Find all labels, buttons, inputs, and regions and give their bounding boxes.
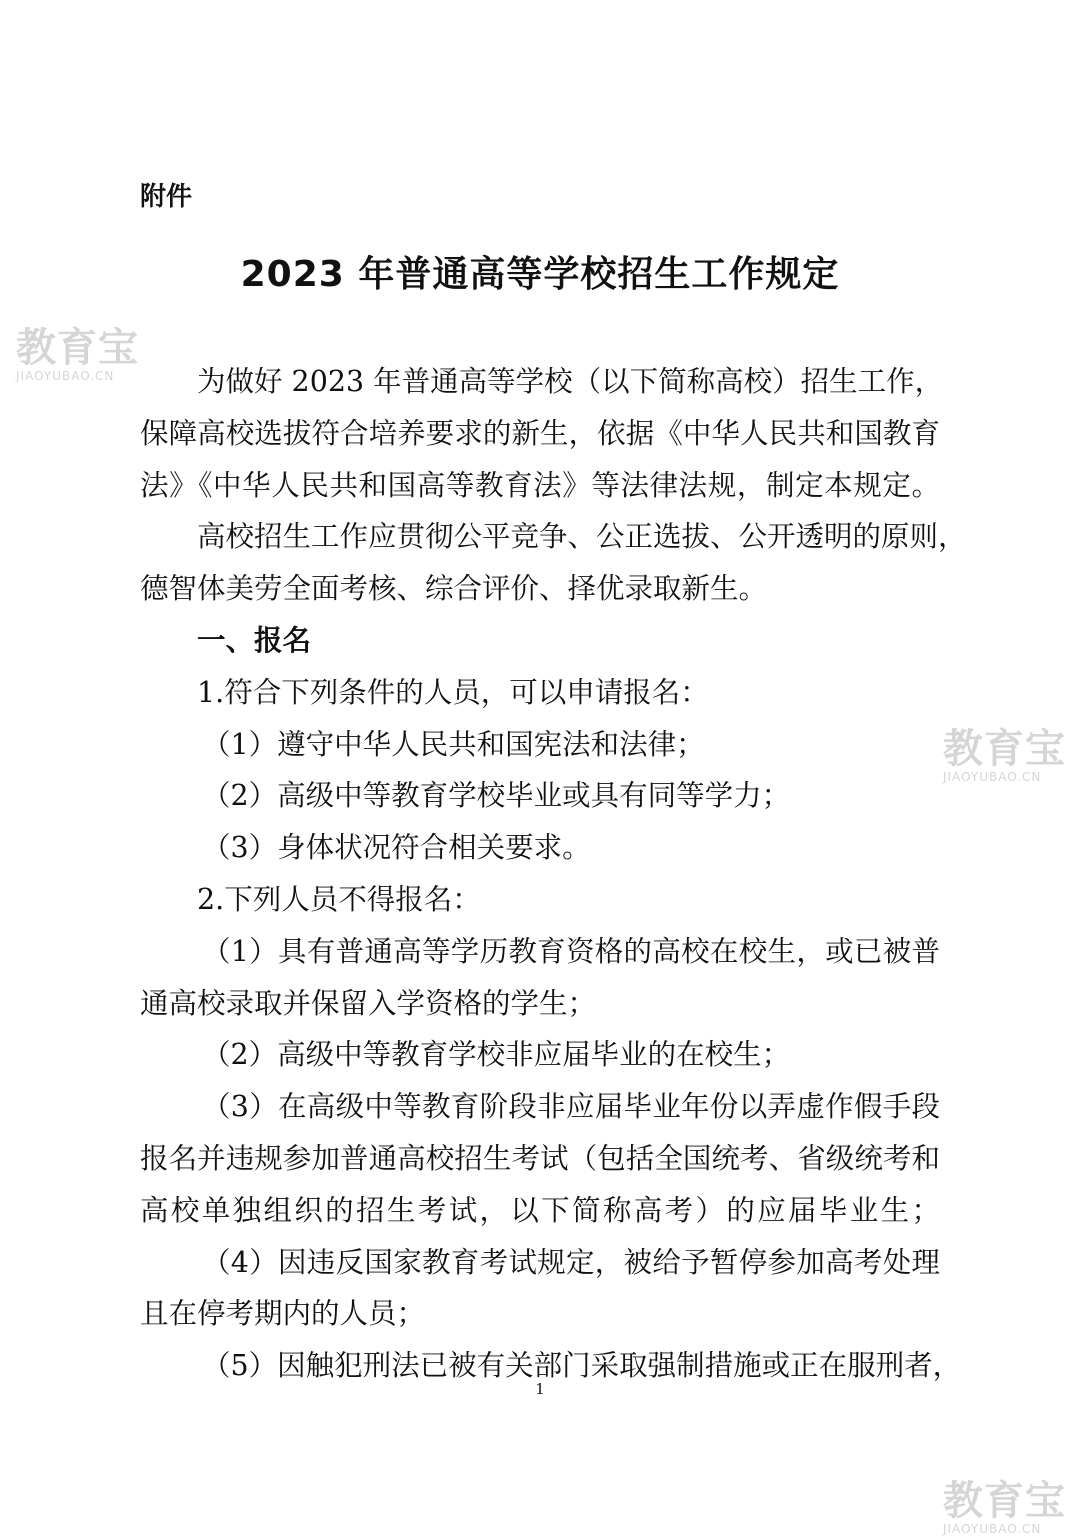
paragraph-line: 高校单独组织的招生考试，以下简称高考）的应届毕业生； xyxy=(140,1193,940,1227)
paragraph-line: 德智体美劳全面考核、综合评价、择优录取新生。 xyxy=(140,572,768,606)
watermark-cn: 教育宝 xyxy=(16,325,139,371)
watermark-url: JIAOYUBAO.CN xyxy=(943,770,1042,784)
watermark-mid-right xyxy=(943,726,1066,784)
list-item: （2）高级中等教育学校非应届毕业的在校生； xyxy=(202,1038,791,1072)
paragraph-line: 1.符合下列条件的人员，可以申请报名： xyxy=(197,675,709,709)
watermark-cn: 教育宝 xyxy=(943,726,1066,772)
list-item: （3）在高级中等教育阶段非应届毕业年份以弄虚作假手段 xyxy=(202,1090,940,1124)
page-number: 1 xyxy=(535,1380,545,1398)
paragraph-line: 高校招生工作应贯彻公平竞争、公正选拔、公开透明的原则， xyxy=(197,520,967,554)
document-title: 2023 年普通高等学校招生工作规定 xyxy=(240,254,840,295)
watermark-top-left xyxy=(16,325,139,383)
paragraph-line: 法》《中华人民共和国高等教育法》等法律法规，制定本规定。 xyxy=(140,468,940,502)
list-item: （5）因触犯刑法已被有关部门采取强制措施或正在服刑者， xyxy=(202,1349,962,1383)
list-item: （1）具有普通高等学历教育资格的高校在校生，或已被普 xyxy=(202,934,940,968)
list-item: （3）身体状况符合相关要求。 xyxy=(202,831,591,865)
list-item: （2）高级中等教育学校毕业或具有同等学力； xyxy=(202,779,791,813)
list-item: （4）因违反国家教育考试规定，被给予暂停参加高考处理 xyxy=(202,1245,940,1279)
paragraph-line: 为做好 2023 年普通高等学校（以下简称高校）招生工作， xyxy=(197,365,944,398)
watermark-url: JIAOYUBAO.CN xyxy=(943,1522,1042,1536)
paragraph-line: 2.下列人员不得报名： xyxy=(197,882,481,916)
watermark-cn: 教育宝 xyxy=(943,1478,1066,1524)
watermark-url: JIAOYUBAO.CN xyxy=(16,369,115,383)
paragraph-line: 通高校录取并保留入学资格的学生； xyxy=(140,986,597,1020)
paragraph-line: 报名并违规参加普通高校招生考试（包括全国统考、省级统考和 xyxy=(140,1141,940,1175)
document-body xyxy=(140,356,967,1392)
paragraph-line: 保障高校选拔符合培养要求的新生，依据《中华人民共和国教育 xyxy=(140,416,940,450)
paragraph-line: 且在停考期内的人员； xyxy=(140,1297,426,1331)
section-heading: 一、报名 xyxy=(197,623,312,657)
attachment-label: 附件 xyxy=(140,182,193,212)
list-item: （1）遵守中华人民共和国宪法和法律； xyxy=(202,727,705,761)
